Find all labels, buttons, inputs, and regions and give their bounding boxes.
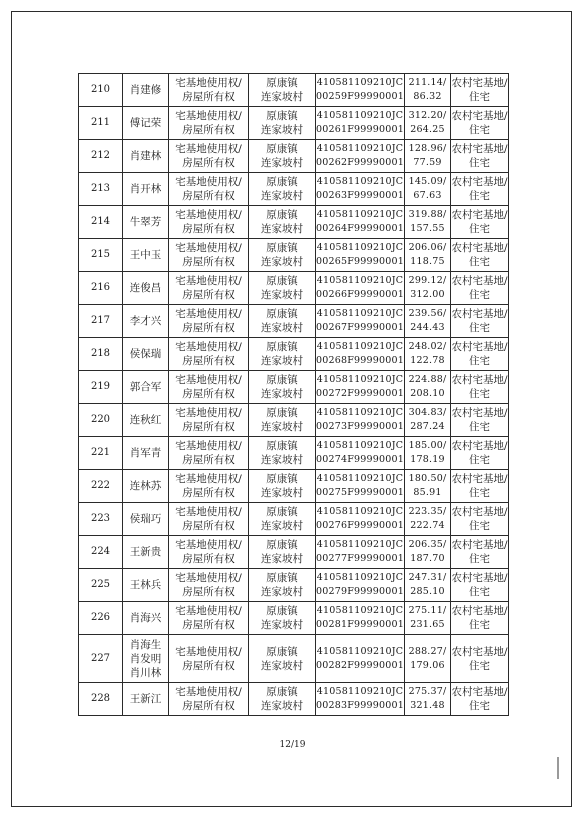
owner-name-cell: 肖海生 肖发明 肖川林 — [123, 635, 169, 683]
area-cell: 206.06/ 118.75 — [405, 239, 451, 272]
row-number-cell: 216 — [79, 272, 123, 305]
area-cell: 224.88/ 208.10 — [405, 371, 451, 404]
row-number-cell: 212 — [79, 140, 123, 173]
owner-name-cell: 侯保瑞 — [123, 338, 169, 371]
land-use-cell: 农村宅基地/ 住宅 — [451, 107, 509, 140]
row-number-cell: 226 — [79, 602, 123, 635]
row-number-cell: 227 — [79, 635, 123, 683]
owner-name-cell: 王中玉 — [123, 239, 169, 272]
area-cell: 288.27/ 179.06 — [405, 635, 451, 683]
table-row — [79, 338, 509, 371]
unit-code-cell: 410581109210JC 00266F99990001 — [316, 272, 405, 305]
row-number-cell: 228 — [79, 683, 123, 716]
area-cell: 145.09/ 67.63 — [405, 173, 451, 206]
land-use-cell: 农村宅基地/ 住宅 — [451, 437, 509, 470]
location-cell: 原康镇 连家坡村 — [249, 569, 316, 602]
table-row — [79, 272, 509, 305]
area-cell: 248.02/ 122.78 — [405, 338, 451, 371]
unit-code-cell: 410581109210JC 00267F99990001 — [316, 305, 405, 338]
owner-name-cell: 侯瑞巧 — [123, 503, 169, 536]
land-use-cell: 农村宅基地/ 住宅 — [451, 74, 509, 107]
land-use-cell: 农村宅基地/ 住宅 — [451, 404, 509, 437]
owner-name-cell: 肖建修 — [123, 74, 169, 107]
location-cell: 原康镇 连家坡村 — [249, 272, 316, 305]
scan-mark — [557, 757, 559, 779]
row-number-cell: 218 — [79, 338, 123, 371]
location-cell: 原康镇 连家坡村 — [249, 206, 316, 239]
right-type-cell: 宅基地使用权/ 房屋所有权 — [169, 272, 249, 305]
table-row — [79, 107, 509, 140]
table-row — [79, 536, 509, 569]
land-use-cell: 农村宅基地/ 住宅 — [451, 371, 509, 404]
area-cell: 211.14/ 86.32 — [405, 74, 451, 107]
unit-code-cell: 410581109210JC 00282F99990001 — [316, 635, 405, 683]
owner-name-cell: 连林苏 — [123, 470, 169, 503]
records-body — [79, 74, 509, 716]
location-cell: 原康镇 连家坡村 — [249, 140, 316, 173]
location-cell: 原康镇 连家坡村 — [249, 683, 316, 716]
table-row — [79, 437, 509, 470]
unit-code-cell: 410581109210JC 00283F99990001 — [316, 683, 405, 716]
land-use-cell: 农村宅基地/ 住宅 — [451, 683, 509, 716]
land-use-cell: 农村宅基地/ 住宅 — [451, 140, 509, 173]
owner-name-cell: 傅记荣 — [123, 107, 169, 140]
owner-name-cell: 郭合军 — [123, 371, 169, 404]
row-number-cell: 224 — [79, 536, 123, 569]
location-cell: 原康镇 连家坡村 — [249, 305, 316, 338]
location-cell: 原康镇 连家坡村 — [249, 239, 316, 272]
unit-code-cell: 410581109210JC 00264F99990001 — [316, 206, 405, 239]
table-row — [79, 173, 509, 206]
right-type-cell: 宅基地使用权/ 房屋所有权 — [169, 107, 249, 140]
records-table — [78, 73, 509, 716]
owner-name-cell: 肖开林 — [123, 173, 169, 206]
right-type-cell: 宅基地使用权/ 房屋所有权 — [169, 602, 249, 635]
row-number-cell: 217 — [79, 305, 123, 338]
owner-name-cell: 王新江 — [123, 683, 169, 716]
owner-name-cell: 王林兵 — [123, 569, 169, 602]
land-use-cell: 农村宅基地/ 住宅 — [451, 239, 509, 272]
area-cell: 304.83/ 287.24 — [405, 404, 451, 437]
area-cell: 275.37/ 321.48 — [405, 683, 451, 716]
row-number-cell: 222 — [79, 470, 123, 503]
right-type-cell: 宅基地使用权/ 房屋所有权 — [169, 404, 249, 437]
table-row — [79, 140, 509, 173]
unit-code-cell: 410581109210JC 00274F99990001 — [316, 437, 405, 470]
owner-name-cell: 牛翠芳 — [123, 206, 169, 239]
unit-code-cell: 410581109210JC 00272F99990001 — [316, 371, 405, 404]
owner-name-cell: 王新贵 — [123, 536, 169, 569]
location-cell: 原康镇 连家坡村 — [249, 503, 316, 536]
unit-code-cell: 410581109210JC 00265F99990001 — [316, 239, 405, 272]
land-use-cell: 农村宅基地/ 住宅 — [451, 503, 509, 536]
owner-name-cell: 肖海兴 — [123, 602, 169, 635]
right-type-cell: 宅基地使用权/ 房屋所有权 — [169, 536, 249, 569]
land-use-cell: 农村宅基地/ 住宅 — [451, 569, 509, 602]
owner-name-cell: 肖建林 — [123, 140, 169, 173]
right-type-cell: 宅基地使用权/ 房屋所有权 — [169, 683, 249, 716]
row-number-cell: 220 — [79, 404, 123, 437]
unit-code-cell: 410581109210JC 00279F99990001 — [316, 569, 405, 602]
unit-code-cell: 410581109210JC 00262F99990001 — [316, 140, 405, 173]
owner-name-cell: 肖军青 — [123, 437, 169, 470]
page-number: 12/19 — [279, 740, 306, 750]
unit-code-cell: 410581109210JC 00263F99990001 — [316, 173, 405, 206]
row-number-cell: 219 — [79, 371, 123, 404]
row-number-cell: 213 — [79, 173, 123, 206]
owner-name-cell: 李才兴 — [123, 305, 169, 338]
location-cell: 原康镇 连家坡村 — [249, 371, 316, 404]
right-type-cell: 宅基地使用权/ 房屋所有权 — [169, 569, 249, 602]
row-number-cell: 225 — [79, 569, 123, 602]
right-type-cell: 宅基地使用权/ 房屋所有权 — [169, 173, 249, 206]
table-row — [79, 683, 509, 716]
land-use-cell: 农村宅基地/ 住宅 — [451, 470, 509, 503]
unit-code-cell: 410581109210JC 00273F99990001 — [316, 404, 405, 437]
unit-code-cell: 410581109210JC 00281F99990001 — [316, 602, 405, 635]
location-cell: 原康镇 连家坡村 — [249, 536, 316, 569]
area-cell: 247.31/ 285.10 — [405, 569, 451, 602]
table-row — [79, 470, 509, 503]
area-cell: 206.35/ 187.70 — [405, 536, 451, 569]
row-number-cell: 210 — [79, 74, 123, 107]
row-number-cell: 221 — [79, 437, 123, 470]
area-cell: 128.96/ 77.59 — [405, 140, 451, 173]
row-number-cell: 215 — [79, 239, 123, 272]
land-use-cell: 农村宅基地/ 住宅 — [451, 602, 509, 635]
land-use-cell: 农村宅基地/ 住宅 — [451, 536, 509, 569]
land-use-cell: 农村宅基地/ 住宅 — [451, 305, 509, 338]
location-cell: 原康镇 连家坡村 — [249, 635, 316, 683]
land-use-cell: 农村宅基地/ 住宅 — [451, 173, 509, 206]
row-number-cell: 214 — [79, 206, 123, 239]
table-row — [79, 569, 509, 602]
location-cell: 原康镇 连家坡村 — [249, 107, 316, 140]
land-use-cell: 农村宅基地/ 住宅 — [451, 206, 509, 239]
row-number-cell: 211 — [79, 107, 123, 140]
area-cell: 312.20/ 264.25 — [405, 107, 451, 140]
area-cell: 223.35/ 222.74 — [405, 503, 451, 536]
area-cell: 275.11/ 231.65 — [405, 602, 451, 635]
location-cell: 原康镇 连家坡村 — [249, 74, 316, 107]
land-use-cell: 农村宅基地/ 住宅 — [451, 635, 509, 683]
right-type-cell: 宅基地使用权/ 房屋所有权 — [169, 371, 249, 404]
owner-name-cell: 连俊昌 — [123, 272, 169, 305]
right-type-cell: 宅基地使用权/ 房屋所有权 — [169, 635, 249, 683]
right-type-cell: 宅基地使用权/ 房屋所有权 — [169, 437, 249, 470]
table-row — [79, 206, 509, 239]
land-use-cell: 农村宅基地/ 住宅 — [451, 338, 509, 371]
area-cell: 319.88/ 157.55 — [405, 206, 451, 239]
location-cell: 原康镇 连家坡村 — [249, 173, 316, 206]
table-row — [79, 635, 509, 683]
location-cell: 原康镇 连家坡村 — [249, 404, 316, 437]
area-cell: 239.56/ 244.43 — [405, 305, 451, 338]
right-type-cell: 宅基地使用权/ 房屋所有权 — [169, 305, 249, 338]
right-type-cell: 宅基地使用权/ 房屋所有权 — [169, 206, 249, 239]
row-number-cell: 223 — [79, 503, 123, 536]
right-type-cell: 宅基地使用权/ 房屋所有权 — [169, 239, 249, 272]
right-type-cell: 宅基地使用权/ 房屋所有权 — [169, 140, 249, 173]
right-type-cell: 宅基地使用权/ 房屋所有权 — [169, 74, 249, 107]
right-type-cell: 宅基地使用权/ 房屋所有权 — [169, 470, 249, 503]
table-row — [79, 305, 509, 338]
owner-name-cell: 连秋红 — [123, 404, 169, 437]
unit-code-cell: 410581109210JC 00268F99990001 — [316, 338, 405, 371]
land-use-cell: 农村宅基地/ 住宅 — [451, 272, 509, 305]
right-type-cell: 宅基地使用权/ 房屋所有权 — [169, 338, 249, 371]
unit-code-cell: 410581109210JC 00259F99990001 — [316, 74, 405, 107]
unit-code-cell: 410581109210JC 00276F99990001 — [316, 503, 405, 536]
table-row — [79, 371, 509, 404]
unit-code-cell: 410581109210JC 00277F99990001 — [316, 536, 405, 569]
location-cell: 原康镇 连家坡村 — [249, 602, 316, 635]
location-cell: 原康镇 连家坡村 — [249, 437, 316, 470]
area-cell: 180.50/ 85.91 — [405, 470, 451, 503]
area-cell: 185.00/ 178.19 — [405, 437, 451, 470]
area-cell: 299.12/ 312.00 — [405, 272, 451, 305]
table-row — [79, 239, 509, 272]
location-cell: 原康镇 连家坡村 — [249, 470, 316, 503]
table-row — [79, 503, 509, 536]
unit-code-cell: 410581109210JC 00275F99990001 — [316, 470, 405, 503]
table-row — [79, 602, 509, 635]
location-cell: 原康镇 连家坡村 — [249, 338, 316, 371]
unit-code-cell: 410581109210JC 00261F99990001 — [316, 107, 405, 140]
table-row — [79, 74, 509, 107]
table-row — [79, 404, 509, 437]
right-type-cell: 宅基地使用权/ 房屋所有权 — [169, 503, 249, 536]
